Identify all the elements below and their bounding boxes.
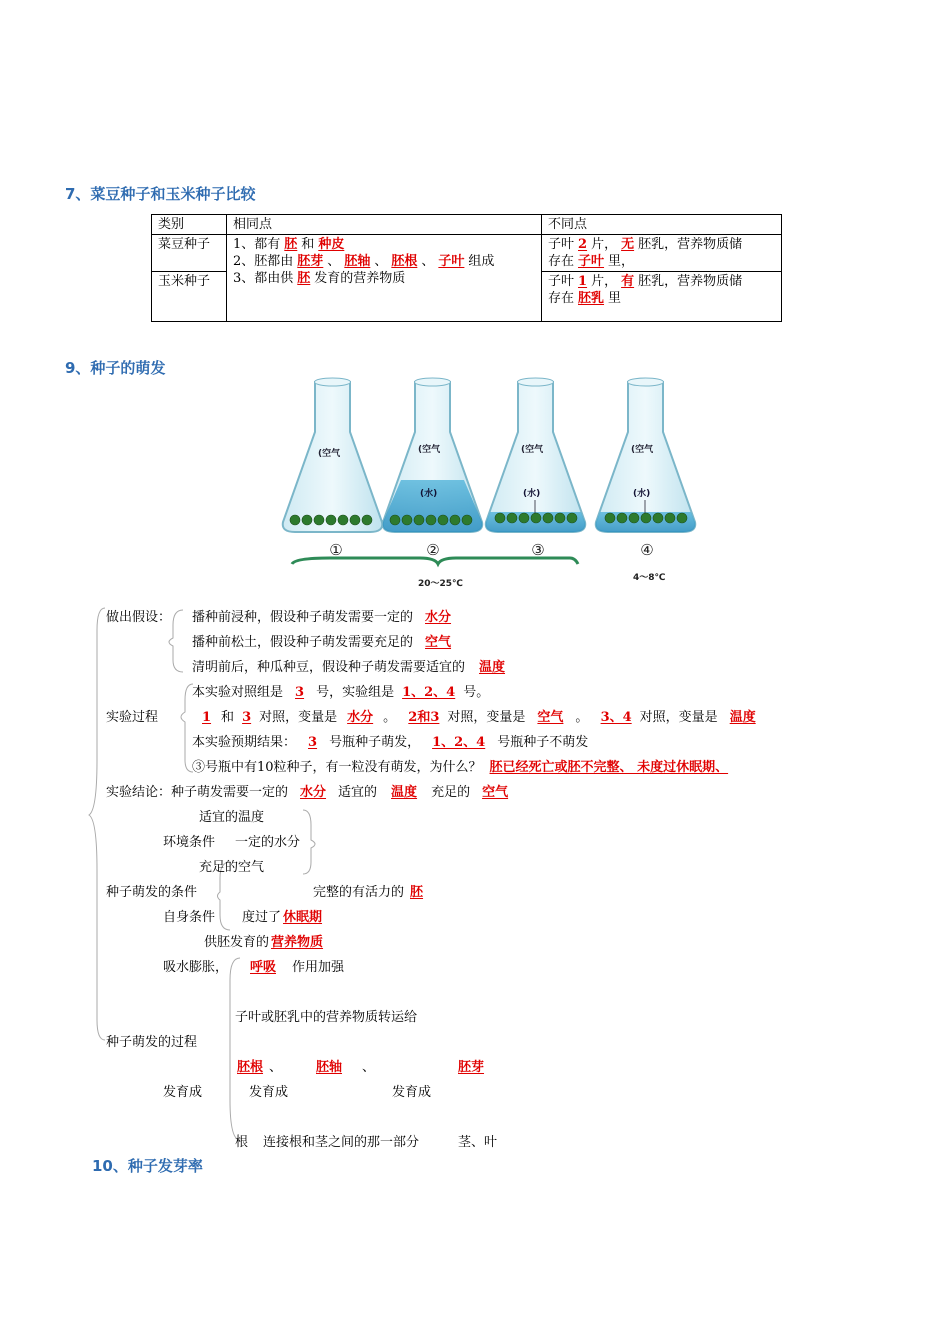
- absorb-water: 吸水膨胀，: [163, 960, 229, 975]
- flask-2: [383, 378, 483, 532]
- flask-2-air-label: (空气: [418, 445, 441, 455]
- flask-3-air-label: (空气: [521, 445, 544, 455]
- experiment-line-1: 本实验对照组是 3 号，实验组是 1、2、4 号。: [192, 685, 490, 700]
- self-nutrients: 供胚发育的 营养物质: [204, 935, 324, 950]
- section-7-title: 7、菜豆种子和玉米种子比较: [65, 185, 256, 203]
- develop-label-1: 发育成: [163, 1085, 203, 1100]
- same-line-1: 1、都有 胚 和 种皮: [233, 237, 345, 252]
- row-bean-label: 菜豆种子: [152, 235, 227, 272]
- plumule: 胚芽: [458, 1060, 485, 1075]
- flask-3: [486, 378, 586, 532]
- header-same: 相同点: [227, 215, 542, 235]
- self-embryo: 完整的有活力的 胚: [313, 885, 424, 900]
- row-corn-label: 玉米种子: [152, 272, 227, 322]
- respiration: 呼吸 作用加强: [250, 960, 345, 975]
- same-line-3: 3、都由供 胚 发育的营养物质: [233, 271, 406, 286]
- experiment-line-4: ③号瓶中有10粒种子，有一粒没有萌发，为什么？ 胚已经死亡或胚不完整、 未度过休眠期、: [192, 760, 729, 775]
- flask-4-air-label: (空气: [631, 445, 654, 455]
- section-9-title: 9、种子的萌发: [65, 359, 166, 377]
- temp-label-1: 20～25℃: [418, 579, 463, 589]
- env-air: 充足的空气: [199, 860, 265, 875]
- hypothesis-3: 清明前后，种瓜种豆，假设种子萌发需要适宜的 温度: [192, 660, 506, 675]
- temp-label-2: 4～8℃: [633, 573, 666, 583]
- self-label: 自身条件: [163, 910, 216, 925]
- hypothesis-label: 做出假设：: [106, 610, 172, 625]
- flask-1: [283, 378, 383, 532]
- header-category: 类别: [152, 215, 227, 235]
- flask-1-air-label: (空气: [318, 449, 341, 459]
- result-stem-leaf: 茎、叶: [458, 1135, 498, 1150]
- conclusion: 实验结论：种子萌发需要一定的 水分 适宜的 温度 充足的 空气: [106, 785, 509, 800]
- corn-diff-cell: 子叶 1 片， 有 胚乳，营养物质储 存在 胚乳 里: [542, 272, 782, 322]
- develop-label-3: 发育成: [392, 1085, 432, 1100]
- develop-label-2: 发育成: [249, 1085, 289, 1100]
- experiment-line-3: 本实验预期结果： 3 号瓶种子萌发， 1、2、4 号瓶种子不萌发: [192, 735, 589, 750]
- env-temp: 适宜的温度: [199, 810, 265, 825]
- process-label: 种子萌发的过程: [106, 1035, 198, 1050]
- same-line-2: 2、胚都由 胚芽 、 胚轴 、 胚根 、 子叶 组成: [233, 254, 495, 269]
- experiment-line-2: 1 和 3 对照，变量是 水分 。 2和3 对照，变量是 空气 。 3、4 对照，变量是 温度: [202, 710, 756, 725]
- env-label: 环境条件: [163, 835, 216, 850]
- flask-label-4: ④: [640, 541, 654, 559]
- hypothesis-1: 播种前浸种，假设种子萌发需要一定的 水分: [192, 610, 452, 625]
- flask-2-water-label: (水): [420, 489, 438, 499]
- flask-3-water-label: (水): [523, 489, 541, 499]
- self-dormancy: 度过了 休眠期: [242, 910, 323, 925]
- header-diff: 不同点: [542, 215, 782, 235]
- section-10-title: 10、种子发芽率: [92, 1157, 203, 1175]
- flask-label-1: ①: [329, 541, 343, 559]
- flask-4: [596, 378, 696, 532]
- flask-label-3: ③: [531, 541, 545, 559]
- same-points-cell: [227, 235, 542, 322]
- hypothesis-2: 播种前松土，假设种子萌发需要充足的 空气: [192, 635, 452, 650]
- env-water: 一定的水分: [235, 835, 301, 850]
- conditions-label: 种子萌发的条件: [106, 885, 198, 900]
- bean-diff-cell: 子叶 2 片， 无 胚乳，营养物质储 存在 子叶 里，: [542, 235, 782, 272]
- experiment-label: 实验过程: [106, 710, 159, 725]
- flask-experiment-figure: [270, 372, 710, 592]
- outline-braces: [85, 600, 335, 1160]
- flask-4-water-label: (水): [633, 489, 651, 499]
- hypocotyl: 胚轴 、: [316, 1060, 376, 1075]
- result-stem-root-link: 连接根和茎之间的那一部分: [263, 1135, 420, 1150]
- result-root: 根: [235, 1135, 249, 1150]
- radicle: 胚根 、: [237, 1060, 283, 1075]
- nutrient-transfer: 子叶或胚乳中的营养物质转运给: [235, 1010, 418, 1025]
- flask-label-2: ②: [426, 541, 440, 559]
- comparison-table: [151, 214, 782, 322]
